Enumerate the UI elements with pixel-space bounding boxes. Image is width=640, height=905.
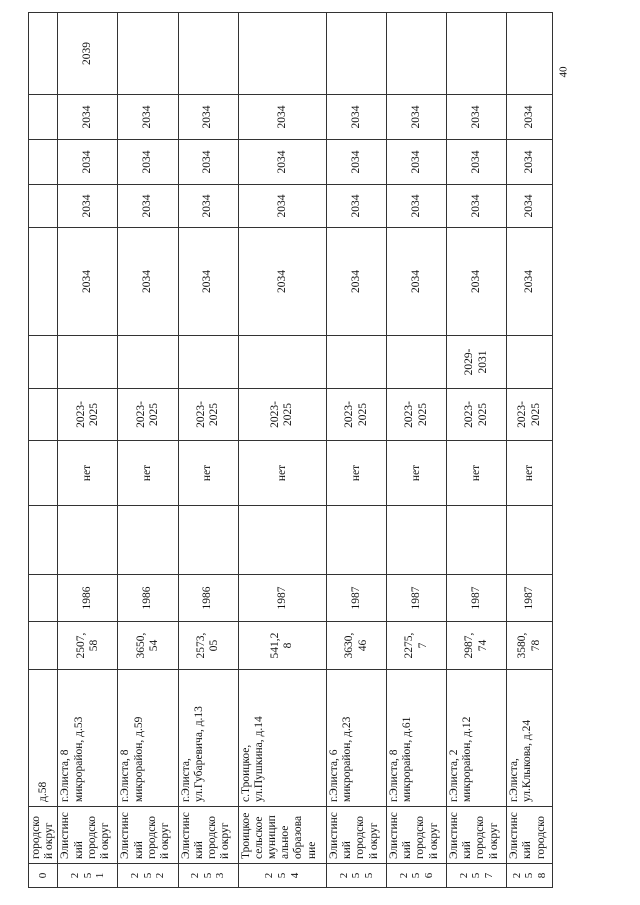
table-row	[507, 13, 553, 888]
cell-blank-col-1	[29, 506, 58, 575]
cell-row-number: 2 5 8	[507, 864, 553, 888]
cell-year-2: 2034	[507, 185, 553, 228]
cell-period-2	[507, 336, 553, 389]
cell-municipality: Элистинс кий городско й округ	[58, 807, 118, 864]
cell-period-1: 2023- 2025	[178, 389, 238, 441]
cell-blank-col-1	[507, 506, 553, 575]
table-row	[118, 13, 178, 888]
table-row	[238, 13, 326, 888]
cell-blank-col-1	[58, 506, 118, 575]
cell-year-3	[29, 140, 58, 185]
cell-period-1: 2023- 2025	[238, 389, 326, 441]
cell-flag: нет	[507, 441, 553, 506]
cell-address: г.Элиста, 2 микрорайон, д.12	[447, 670, 507, 807]
table-row	[447, 13, 507, 888]
rotated-table-container	[28, 42, 553, 888]
cell-year-5	[507, 13, 553, 95]
cell-year-5	[178, 13, 238, 95]
cell-flag: нет	[118, 441, 178, 506]
cell-year-1: 2034	[118, 228, 178, 336]
cell-year-built: 1986	[118, 575, 178, 622]
cell-municipality: Троицкое сельское муницип альное образова ние	[238, 807, 326, 864]
table-row	[58, 13, 118, 888]
cell-flag	[29, 441, 58, 506]
cell-municipality: Элистинс кий городско й округ	[178, 807, 238, 864]
cell-year-4: 2034	[118, 95, 178, 140]
cell-blank-col-1	[326, 506, 386, 575]
table-row	[387, 13, 447, 888]
cell-year-4: 2034	[238, 95, 326, 140]
cell-municipality: городско й округ	[29, 807, 58, 864]
cell-area: 541,2 8	[238, 622, 326, 670]
cell-address: с.Троицкое, ул.Пушкина, д.14	[238, 670, 326, 807]
cell-blank-col-1	[387, 506, 447, 575]
cell-area: 3580, 78	[507, 622, 553, 670]
cell-year-2: 2034	[326, 185, 386, 228]
cell-period-1	[29, 389, 58, 441]
cell-municipality: Элистинс кий городско й округ	[387, 807, 447, 864]
cell-address: г.Элиста, 8 микрорайон, д.53	[58, 670, 118, 807]
cell-period-2	[387, 336, 447, 389]
cell-year-3: 2034	[387, 140, 447, 185]
cell-year-built: 1987	[238, 575, 326, 622]
cell-year-1: 2034	[326, 228, 386, 336]
cell-municipality: Элистинс кий городско	[507, 807, 553, 864]
cell-period-2	[29, 336, 58, 389]
cell-year-3: 2034	[178, 140, 238, 185]
cell-year-5	[326, 13, 386, 95]
cell-municipality: Элистинс кий городско й округ	[326, 807, 386, 864]
cell-row-number: 2 5 2	[118, 864, 178, 888]
cell-blank-col-1	[238, 506, 326, 575]
cell-year-5	[238, 13, 326, 95]
cell-period-2: 2029- 2031	[447, 336, 507, 389]
cell-year-3: 2034	[118, 140, 178, 185]
cell-year-5: 2039	[58, 13, 118, 95]
cell-area: 3630, 46	[326, 622, 386, 670]
cell-area: 2507, 58	[58, 622, 118, 670]
cell-year-built: 1987	[507, 575, 553, 622]
cell-period-1: 2023- 2025	[507, 389, 553, 441]
cell-year-4: 2034	[507, 95, 553, 140]
table-row	[326, 13, 386, 888]
cell-period-1: 2023- 2025	[447, 389, 507, 441]
table-row	[178, 13, 238, 888]
cell-address: г.Элиста, 8 микрорайон, д.59	[118, 670, 178, 807]
cell-period-1: 2023- 2025	[58, 389, 118, 441]
cell-blank-col-1	[447, 506, 507, 575]
cell-period-2	[178, 336, 238, 389]
cell-municipality: Элистинс кий городско й округ	[447, 807, 507, 864]
cell-year-5	[387, 13, 447, 95]
cell-period-1: 2023- 2025	[326, 389, 386, 441]
cell-flag: нет	[447, 441, 507, 506]
cell-year-1: 2034	[58, 228, 118, 336]
cell-year-4: 2034	[447, 95, 507, 140]
cell-year-3: 2034	[326, 140, 386, 185]
cell-year-built: 1986	[178, 575, 238, 622]
page-number: 40	[557, 66, 570, 78]
cell-year-4	[29, 95, 58, 140]
cell-year-2: 2034	[58, 185, 118, 228]
cell-row-number: 2 5 6	[387, 864, 447, 888]
cell-flag: нет	[238, 441, 326, 506]
cell-year-built	[29, 575, 58, 622]
housing-repair-table	[28, 12, 553, 888]
cell-row-number: 2 5 4	[238, 864, 326, 888]
cell-year-1: 2034	[387, 228, 447, 336]
cell-period-1: 2023- 2025	[387, 389, 447, 441]
cell-year-4: 2034	[387, 95, 447, 140]
cell-period-2	[238, 336, 326, 389]
cell-year-2: 2034	[238, 185, 326, 228]
cell-address: г.Элиста, ул.Клыкова, д.24	[507, 670, 553, 807]
cell-flag: нет	[387, 441, 447, 506]
cell-address: г.Элиста, 8 микрорайон, д.61	[387, 670, 447, 807]
cell-year-4: 2034	[326, 95, 386, 140]
cell-flag: нет	[58, 441, 118, 506]
cell-year-built: 1987	[387, 575, 447, 622]
cell-year-2: 2034	[447, 185, 507, 228]
cell-year-1: 2034	[178, 228, 238, 336]
cell-period-1: 2023- 2025	[118, 389, 178, 441]
cell-year-2: 2034	[118, 185, 178, 228]
cell-period-2	[326, 336, 386, 389]
cell-blank-col-1	[178, 506, 238, 575]
cell-municipality: Элистинс кий городско й округ	[118, 807, 178, 864]
cell-address: г.Элиста, 6 микрорайон, д.23	[326, 670, 386, 807]
table-row	[29, 13, 58, 888]
cell-year-1: 2034	[447, 228, 507, 336]
cell-period-2	[58, 336, 118, 389]
cell-address: д.58	[29, 670, 58, 807]
cell-year-1	[29, 228, 58, 336]
cell-year-3: 2034	[238, 140, 326, 185]
cell-row-number: 2 5 1	[58, 864, 118, 888]
cell-year-2: 2034	[178, 185, 238, 228]
cell-flag: нет	[178, 441, 238, 506]
cell-blank-col-1	[118, 506, 178, 575]
cell-area	[29, 622, 58, 670]
cell-address: г.Элиста, ул.Губаревича, д.13	[178, 670, 238, 807]
cell-area: 3650, 54	[118, 622, 178, 670]
cell-year-5	[118, 13, 178, 95]
cell-year-1: 2034	[238, 228, 326, 336]
cell-year-4: 2034	[178, 95, 238, 140]
cell-year-5	[29, 13, 58, 95]
cell-year-1: 2034	[507, 228, 553, 336]
cell-row-number: 2 5 5	[326, 864, 386, 888]
cell-year-5	[447, 13, 507, 95]
cell-year-2: 2034	[387, 185, 447, 228]
cell-period-2	[118, 336, 178, 389]
cell-year-2	[29, 185, 58, 228]
cell-area: 2573, 05	[178, 622, 238, 670]
cell-year-3: 2034	[58, 140, 118, 185]
cell-row-number: 2 5 7	[447, 864, 507, 888]
cell-year-built: 1987	[326, 575, 386, 622]
cell-year-built: 1987	[447, 575, 507, 622]
cell-row-number: 0	[29, 864, 58, 888]
cell-year-built: 1986	[58, 575, 118, 622]
cell-row-number: 2 5 3	[178, 864, 238, 888]
cell-area: 2987, 74	[447, 622, 507, 670]
cell-flag: нет	[326, 441, 386, 506]
cell-year-4: 2034	[58, 95, 118, 140]
cell-area: 2275, 7	[387, 622, 447, 670]
cell-year-3: 2034	[507, 140, 553, 185]
cell-year-3: 2034	[447, 140, 507, 185]
